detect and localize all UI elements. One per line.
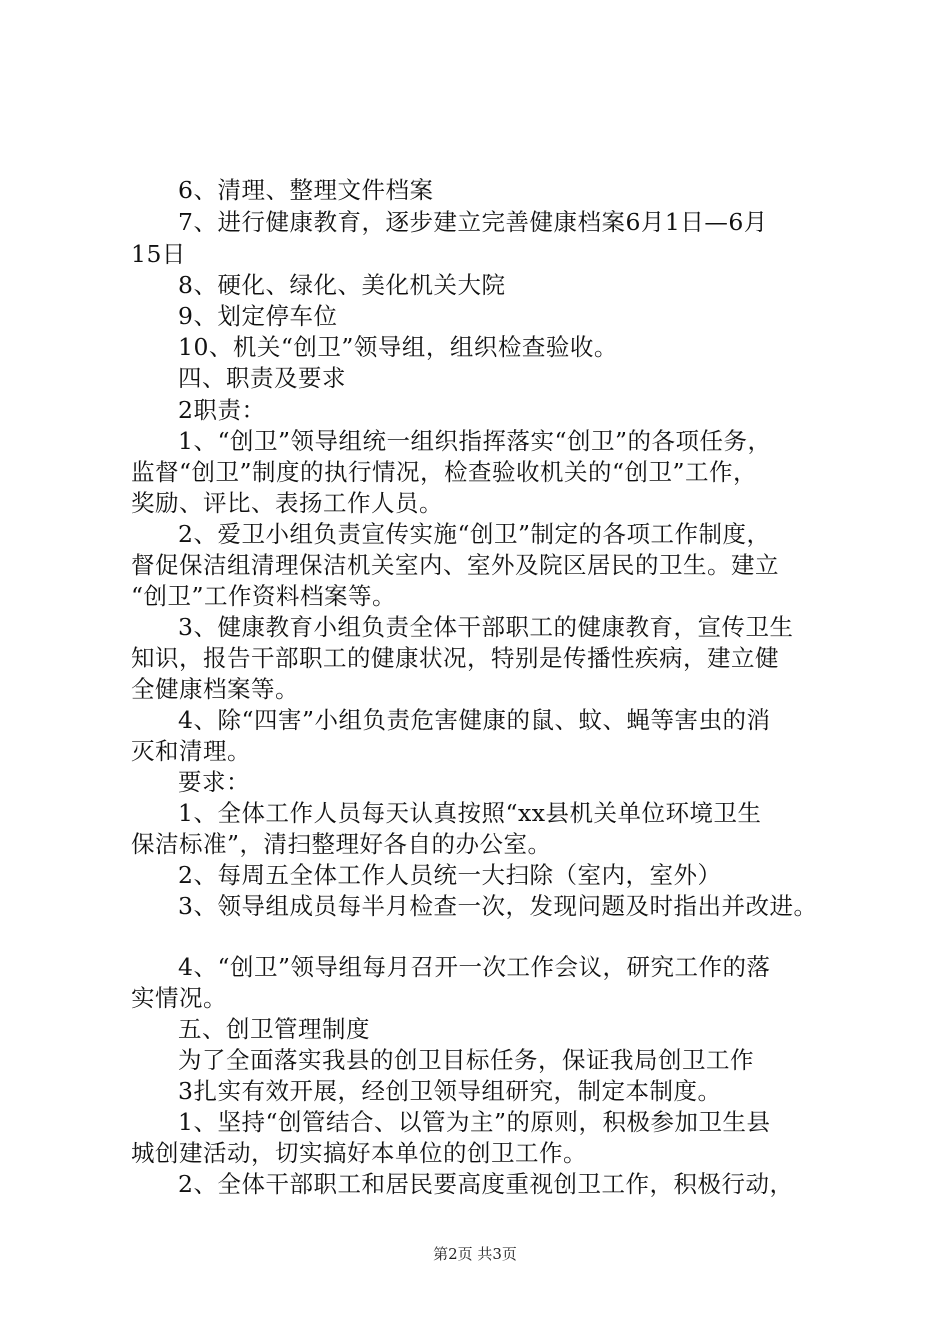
text-line: 为了全面落实我县的创卫目标任务，保证我局创卫工作 [178,1046,754,1074]
text-line: 9、划定停车位 [178,302,338,330]
text-line: 2职责： [178,396,266,424]
text-line: “创卫”工作资料档案等。 [131,582,397,610]
text-line: 1、全体工作人员每天认真按照“xx县机关单位环境卫生 [178,799,762,827]
text-line: 2、爱卫小组负责宣传实施“创卫”制定的各项工作制度， [178,520,771,548]
text-line: 1、坚持“创管结合、以管为主”的原则，积极参加卫生县 [178,1108,771,1136]
text-line: 督促保洁组清理保洁机关室内、室外及院区居民的卫生。建立 [131,551,779,579]
text-line: 4、“创卫”领导组每月召开一次工作会议，研究工作的落 [178,953,771,981]
text-line: 7、进行健康教育，逐步建立完善健康档案6月1日—6月 [178,208,768,236]
text-line: 8、硬化、绿化、美化机关大院 [178,271,506,299]
text-line: 2、全体干部职工和居民要高度重视创卫工作，积极行动， [178,1170,794,1198]
text-line: 奖励、评比、表扬工作人员。 [131,489,443,517]
text-line: 15日 [131,240,186,268]
text-line: 3扎实有效开展，经创卫领导组研究，制定本制度。 [178,1077,722,1105]
text-line: 城创建活动，切实搞好本单位的创卫工作。 [131,1139,587,1167]
text-line: 监督“创卫”制度的执行情况，检查验收机关的“创卫”工作， [131,458,758,486]
text-line: 1、“创卫”领导组统一组织指挥落实“创卫”的各项任务， [178,427,772,455]
page-footer: 第2页 共3页 [433,1245,517,1263]
text-line: 3、领导组成员每半月检查一次，发现问题及时指出并改进。 [178,892,818,920]
text-line: 保洁标准”，清扫整理好各自的办公室。 [131,830,552,858]
text-line: 6、清理、整理文件档案 [178,176,434,204]
text-line: 10、机关“创卫”领导组，组织检查验收。 [178,333,618,361]
text-line: 知识，报告干部职工的健康状况，特别是传播性疾病，建立健 [131,644,779,672]
text-line: 实情况。 [131,984,227,1012]
section-heading: 五、创卫管理制度 [178,1015,370,1043]
text-line: 灭和清理。 [131,737,251,765]
text-line: 要求： [178,768,250,796]
text-line: 4、除“四害”小组负责危害健康的鼠、蚊、蝇等害虫的消 [178,706,771,734]
section-heading: 四、职责及要求 [178,364,346,392]
text-line: 3、健康教育小组负责全体干部职工的健康教育，宣传卫生 [178,613,794,641]
text-line: 全健康档案等。 [131,675,299,703]
text-line: 2、每周五全体工作人员统一大扫除（室内，室外） [178,861,722,889]
